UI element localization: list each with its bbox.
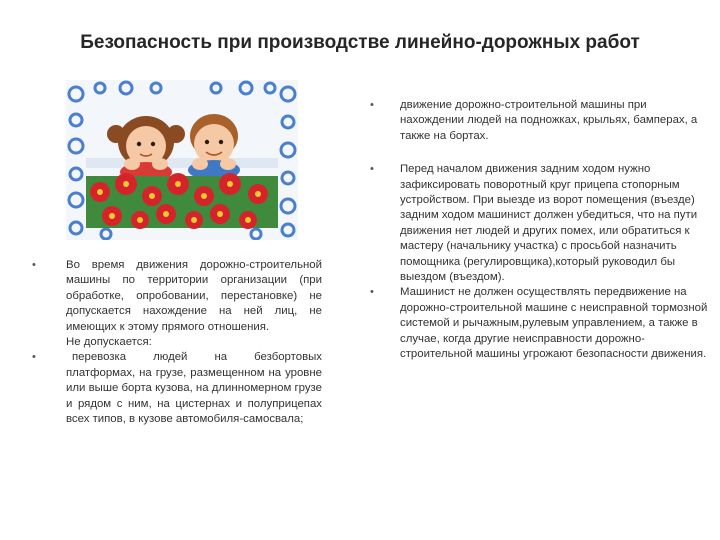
list-item xyxy=(370,162,710,285)
list-item xyxy=(370,285,710,362)
right-text-column xyxy=(370,98,710,363)
bullet-icon: • xyxy=(370,286,374,299)
left-text-column xyxy=(32,258,322,427)
bullet-icon: • xyxy=(370,99,374,111)
list-item-text: Перед началом движения задним ходом нужно зафиксировать поворотный круг прицепа стопорным устройством. При выезде из ворот помещения (въезде) задним ходом машинист должен убедиться, что на пути движения нет людей и других помех, или обратиться к мастеру (начальнику участка) с просьбой назначить помощника (регулировщика),который руководил бы выездом (въездом). xyxy=(400,163,698,284)
slide-title: Безопасность при производстве линейно-дорожных работ xyxy=(80,32,640,53)
list-item-text: перевозка людей на безбортовых платформах, на грузе, размещенном на уровне или выше борта кузова, на длинномерном грузе и рядом с ним, на цистернах и полуприцепах всех типов, в кузове автомобиля-самосвала; xyxy=(66,351,322,426)
list-item-text: движение дорожно-строительной машины при нахождении людей на подножках, крыльях, бамперах, а также на бортах. xyxy=(400,99,698,142)
bullet-icon: • xyxy=(32,259,36,271)
bullet-icon: • xyxy=(370,163,374,176)
list-item-text: Не допускается: xyxy=(66,336,152,349)
bullet-icon: • xyxy=(32,351,36,364)
list-item-text: Машинист не должен осуществлять передвижение на дорожно-строительной машине с неисправной тормозной системой и рычажным,рулевым управлением, а также в случае, когда другие неисправности дорожно-строительной машины угрожают безопасности движения. xyxy=(400,286,708,361)
list-item-text: Во время движения дорожно-строительной машины по территории организации (при обработке, опробовании, перестановке) не допускается нахождение на ней лиц, не имеющих к этому прямого отношения. xyxy=(66,259,322,333)
list-item xyxy=(370,98,710,144)
children-with-flowers-illustration xyxy=(66,80,298,240)
list-item xyxy=(32,350,322,427)
list-item xyxy=(32,258,322,335)
list-item xyxy=(66,335,322,350)
